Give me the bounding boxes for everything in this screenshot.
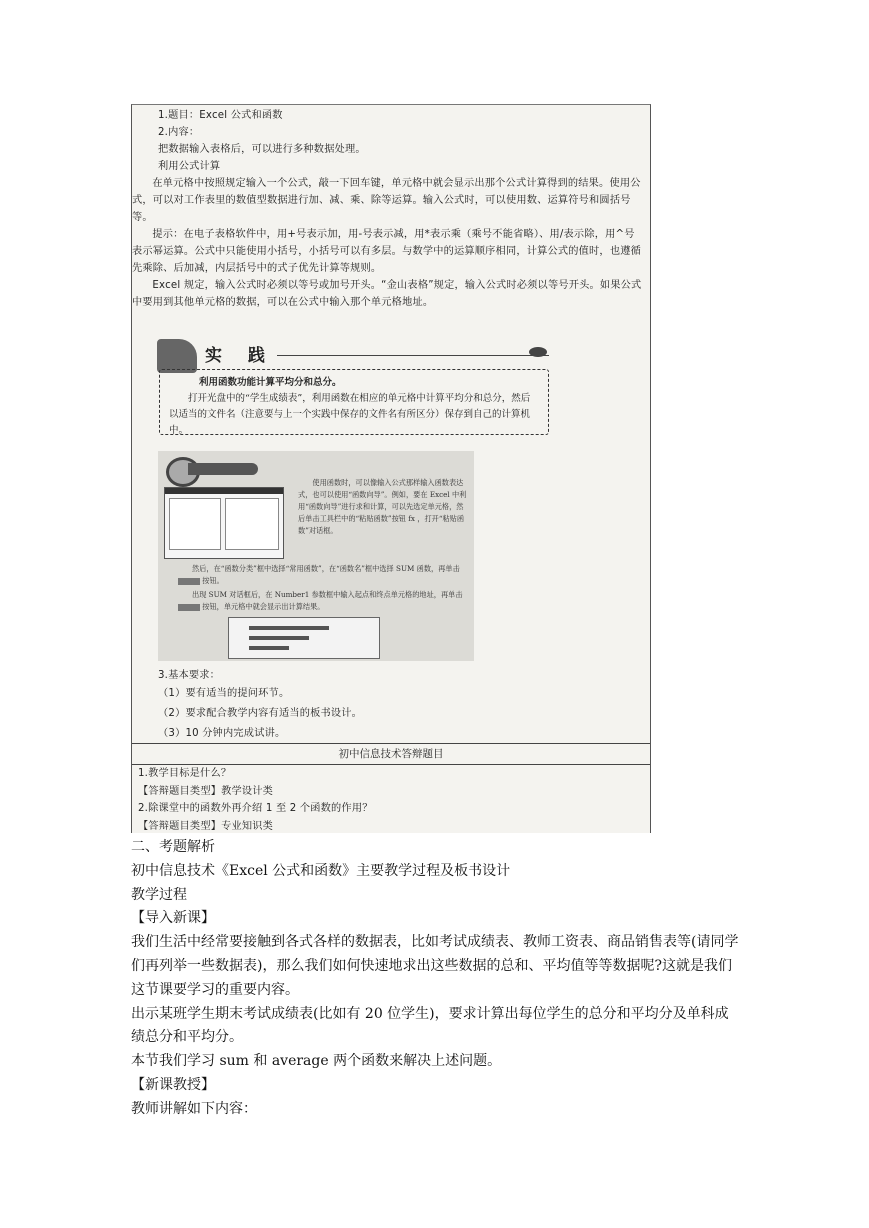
basic-requirements [158, 667, 362, 744]
practice-body: 打开光盘中的“学生成绩表”，利用函数在相应的单元格中计算平均分和总分，然后以适当的文件名（注意要与上一个实践中保存的文件名有所区分）保存到自己的计算机中。 [169, 393, 531, 436]
subheading: 教学过程 [131, 886, 187, 903]
body-paragraph: 出示某班学生期末考试成绩表(比如有 20 位学生)，要求计算出每位学生的总分和平均分及单科成绩总分和平均分。 [131, 1005, 729, 1046]
requirement-item: （3）10 分钟内完成试讲。 [158, 728, 286, 739]
wizard-step-1-text: 然后，在“函数分类”框中选择“常用函数”，在“函数名”框中选择 SUM 函数，再单击 [192, 564, 460, 573]
banner-divider [277, 355, 549, 356]
paste-function-dialog-image [164, 487, 284, 559]
question-text-block [132, 107, 642, 311]
section-heading: 二、考题解析 [131, 839, 215, 855]
formula-paragraph: 在单元格中按照规定输入一个公式，敲一下回车键，单元格中就会显示出那个公式计算得到的结果。使用公式，可以对工作表里的数值型数据进行加、减、乘、除等运算。输入公式时，可以使用数、运算符号和圆括号等。 [132, 178, 641, 223]
wizard-step-1-end: 按钮。 [202, 576, 224, 585]
body-paragraph: 我们生活中经常要接触到各式各样的数据表，比如考试成绩表、教师工资表、商品销售表等(请同学们再列举一些数据表)，那么我们如何快速地求出这些数据的总和、平均值等等数据呢?这就是我们这节课要学习的重要内容。 [131, 934, 739, 998]
defense-table-header: 初中信息技术答辩题目 [132, 743, 650, 765]
rule-paragraph: Excel 规定，输入公式时必须以等号或加号开头。“金山表格”规定，输入公式时必须以等号开头。如果公式中要用到其他单元格的数据，可以在公式中输入那个单元格地址。 [132, 280, 642, 308]
lesson-title: 初中信息技术《Excel 公式和函数》主要教学过程及板书设计 [131, 862, 511, 879]
body-paragraph: 本节我们学习 sum 和 average 两个函数来解决上述问题。 [131, 1053, 502, 1070]
question-type: 【答辩题目类型】教学设计类 [138, 785, 274, 797]
bracket-heading: 【新课教授】 [131, 1076, 215, 1093]
question-title: 1.题目：Excel 公式和函数 [158, 110, 283, 121]
practice-heading: 利用函数功能计算平均分和总分。 [199, 377, 342, 388]
formula-heading: 利用公式计算 [158, 161, 221, 172]
practice-text [169, 375, 539, 439]
analysis-section [131, 836, 741, 1122]
wizard-step-1 [178, 563, 468, 587]
requirement-item: （2）要求配合教学内容有适当的板书设计。 [158, 708, 363, 719]
content-label: 2.内容： [158, 127, 200, 138]
question-item: 2.除课堂中的函数外再介绍 1 至 2 个函数的作用？ [138, 803, 373, 814]
practice-banner-icon [157, 339, 197, 373]
requirements-label: 3.基本要求： [158, 670, 221, 681]
function-wizard-illustration [158, 451, 474, 661]
wizard-step-2 [178, 589, 468, 613]
body-paragraph: 教师讲解如下内容： [131, 1100, 257, 1117]
question-type: 【答辩题目类型】专业知识类 [138, 820, 274, 832]
disc-icon [529, 347, 547, 357]
wizard-step-2-end: 按钮，单元格中就会显示出计算结果。 [202, 602, 325, 611]
practice-title: 实 践 [205, 346, 275, 366]
defense-questions [138, 765, 373, 833]
content-line: 把数据输入表格后，可以进行多种数据处理。 [158, 144, 366, 155]
logo-banner [188, 463, 258, 475]
practice-box [157, 333, 549, 437]
question-item: 1.教学目标是什么？ [138, 768, 232, 779]
bracket-heading: 【导入新课】 [131, 910, 215, 927]
requirement-item: （1）要有适当的提问环节。 [158, 688, 290, 699]
scanned-exam-page [131, 104, 651, 833]
wizard-step-2-text: 出现 SUM 对话框后，在 Number1 参数框中输入起点和终点单元格的地址，再单击 [192, 590, 463, 599]
sum-dialog-image [228, 617, 380, 659]
ok-button-image [178, 604, 200, 611]
wizard-description: 使用函数时，可以像输入公式那样输入函数表达式，也可以使用“函数向导”。例如，要在 Excel 中利用“函数向导”进行求和计算，可以先选定单元格，然后单击工具栏中的“粘贴函数”按钮 fx ，打开“粘贴函数”对话框。 [298, 478, 467, 535]
tip-paragraph: 提示：在电子表格软件中，用+号表示加，用-号表示减，用*表示乘（乘号不能省略）、用/表示除，用^号表示幂运算。公式中只能使用小括号，小括号可以有多层。与数学中的运算顺序相同，计算公式的值时，也遵循先乘除、后加减，内层括号中的式子优先计算等规则。 [132, 229, 641, 274]
ok-button-image [178, 578, 200, 585]
